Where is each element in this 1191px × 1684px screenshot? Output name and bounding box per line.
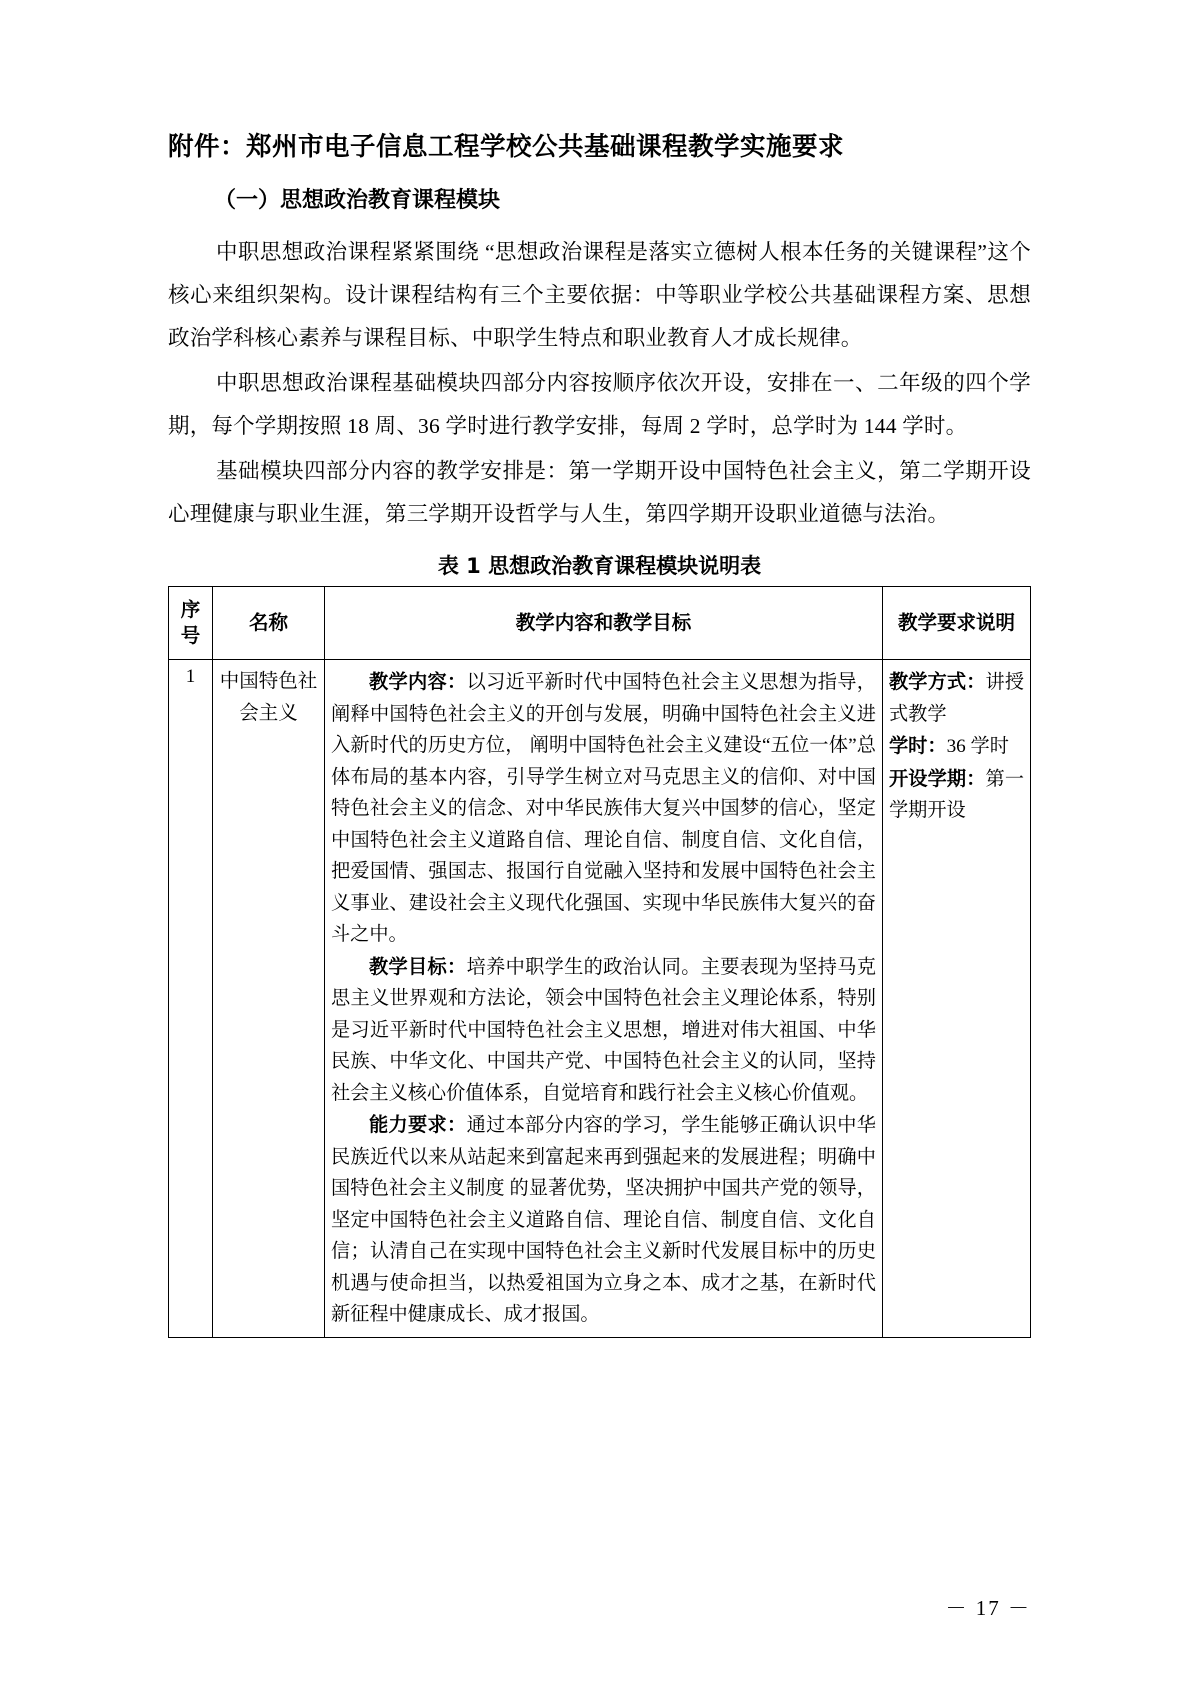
content-block-ability-requirement	[331, 1109, 876, 1331]
course-module-table	[168, 586, 1031, 1338]
paragraph-3: 基础模块四部分内容的教学安排是：第一学期开设中国特色社会主义，第二学期开设心理健康与职业生涯，第三学期开设哲学与人生，第四学期开设职业道德与法治。	[168, 458, 1031, 526]
table-row	[169, 660, 1031, 1338]
row-requirement	[883, 660, 1031, 1338]
table-header-content: 教学内容和教学目标	[325, 586, 883, 660]
content-block-teaching-goal	[331, 951, 876, 1110]
content-label: 能力要求：	[369, 1113, 467, 1137]
table-header-requirement: 教学要求说明	[883, 586, 1031, 660]
content-block-teaching-content	[331, 666, 876, 951]
row-no: 1	[169, 660, 213, 1338]
requirement-text: 36 学时	[946, 736, 1009, 758]
requirement-text: 讲授式教学	[889, 672, 1025, 725]
content-text: 通过本部分内容的学习，学生能够正确认识中华民族近代以来从站起来到富起来再到强起来的发展进程；明确中国特色社会主义制度 的显著优势，坚决拥护中国共产党的领导，坚定中国特色社会主义道路自信、理论自信、制度自信、文化自信；认清自己在实现中国特色社会主义新时代发展目标中的历史机遇与使命担当，以热爱祖国为立身之本、成才之基，在新时代新征程中健康成长、成才报国。	[331, 1115, 876, 1326]
content-label: 教学目标：	[369, 954, 467, 978]
requirement-label: 开设学期：	[889, 766, 986, 790]
table-header-row	[169, 586, 1031, 660]
table-caption: 表 1 思想政治教育课程模块说明表	[437, 553, 762, 578]
requirement-label: 教学方式：	[889, 670, 986, 694]
content-text: 培养中职学生的政治认同。主要表现为坚持马克思主义世界观和方法论，领会中国特色社会主义理论体系，特别是习近平新时代中国特色社会主义思想，增进对伟大祖国、中华民族、中华文化、中国共产党、中国特色社会主义的认同，坚持社会主义核心价值体系，自觉培育和践行社会主义核心价值观。	[331, 956, 876, 1104]
page-number: － 17 －	[945, 1596, 1031, 1620]
table-header-no: 序号	[169, 586, 213, 660]
requirement-label: 学时：	[889, 734, 947, 758]
table-header-name: 名称	[213, 586, 325, 660]
requirement-text: 第一学期开设	[889, 768, 1025, 822]
section-title: （一）思想政治教育课程模块	[214, 187, 501, 213]
requirement-block-semester	[889, 763, 1024, 827]
content-label: 教学内容：	[369, 670, 467, 694]
paragraph-1: 中职思想政治课程紧紧围绕 “思想政治课程是落实立德树人根本任务的关键课程”这个核心来组织架构。设计课程结构有三个主要依据：中等职业学校公共基础课程方案、思想政治学科核心素养与课程目标、中职学生特点和职业教育人才成长规律。	[168, 239, 1031, 350]
requirement-block-method	[889, 666, 1024, 730]
page-title: 附件：郑州市电子信息工程学校公共基础课程教学实施要求	[168, 132, 845, 162]
content-text: 以习近平新时代中国特色社会主义思想为指导，阐释中国特色社会主义的开创与发展，明确中国特色社会主义进入新时代的历史方位， 阐明中国特色社会主义建设“五位一体”总体布局的基本内容，引导学生树立对马克思主义的信仰、对中国特色社会主义的信念、对中华民族伟大复兴中国梦的信心，坚定中国特色社会主义道路自信、理论自信、制度自信、文化自信，把爱国情、强国志、报国行自觉融入坚持和发展中国特色社会主义事业、建设社会主义现代化强国、实现中华民族伟大复兴的奋斗之中。	[331, 672, 876, 946]
paragraph-2: 中职思想政治课程基础模块四部分内容按顺序依次开设，安排在一、二年级的四个学期，每个学期按照 18 周、36 学时进行教学安排，每周 2 学时，总学时为 144 学时。	[168, 370, 1031, 438]
requirement-block-hours	[889, 730, 1024, 763]
row-content	[325, 660, 883, 1338]
row-name: 中国特色社会主义	[213, 660, 325, 1338]
